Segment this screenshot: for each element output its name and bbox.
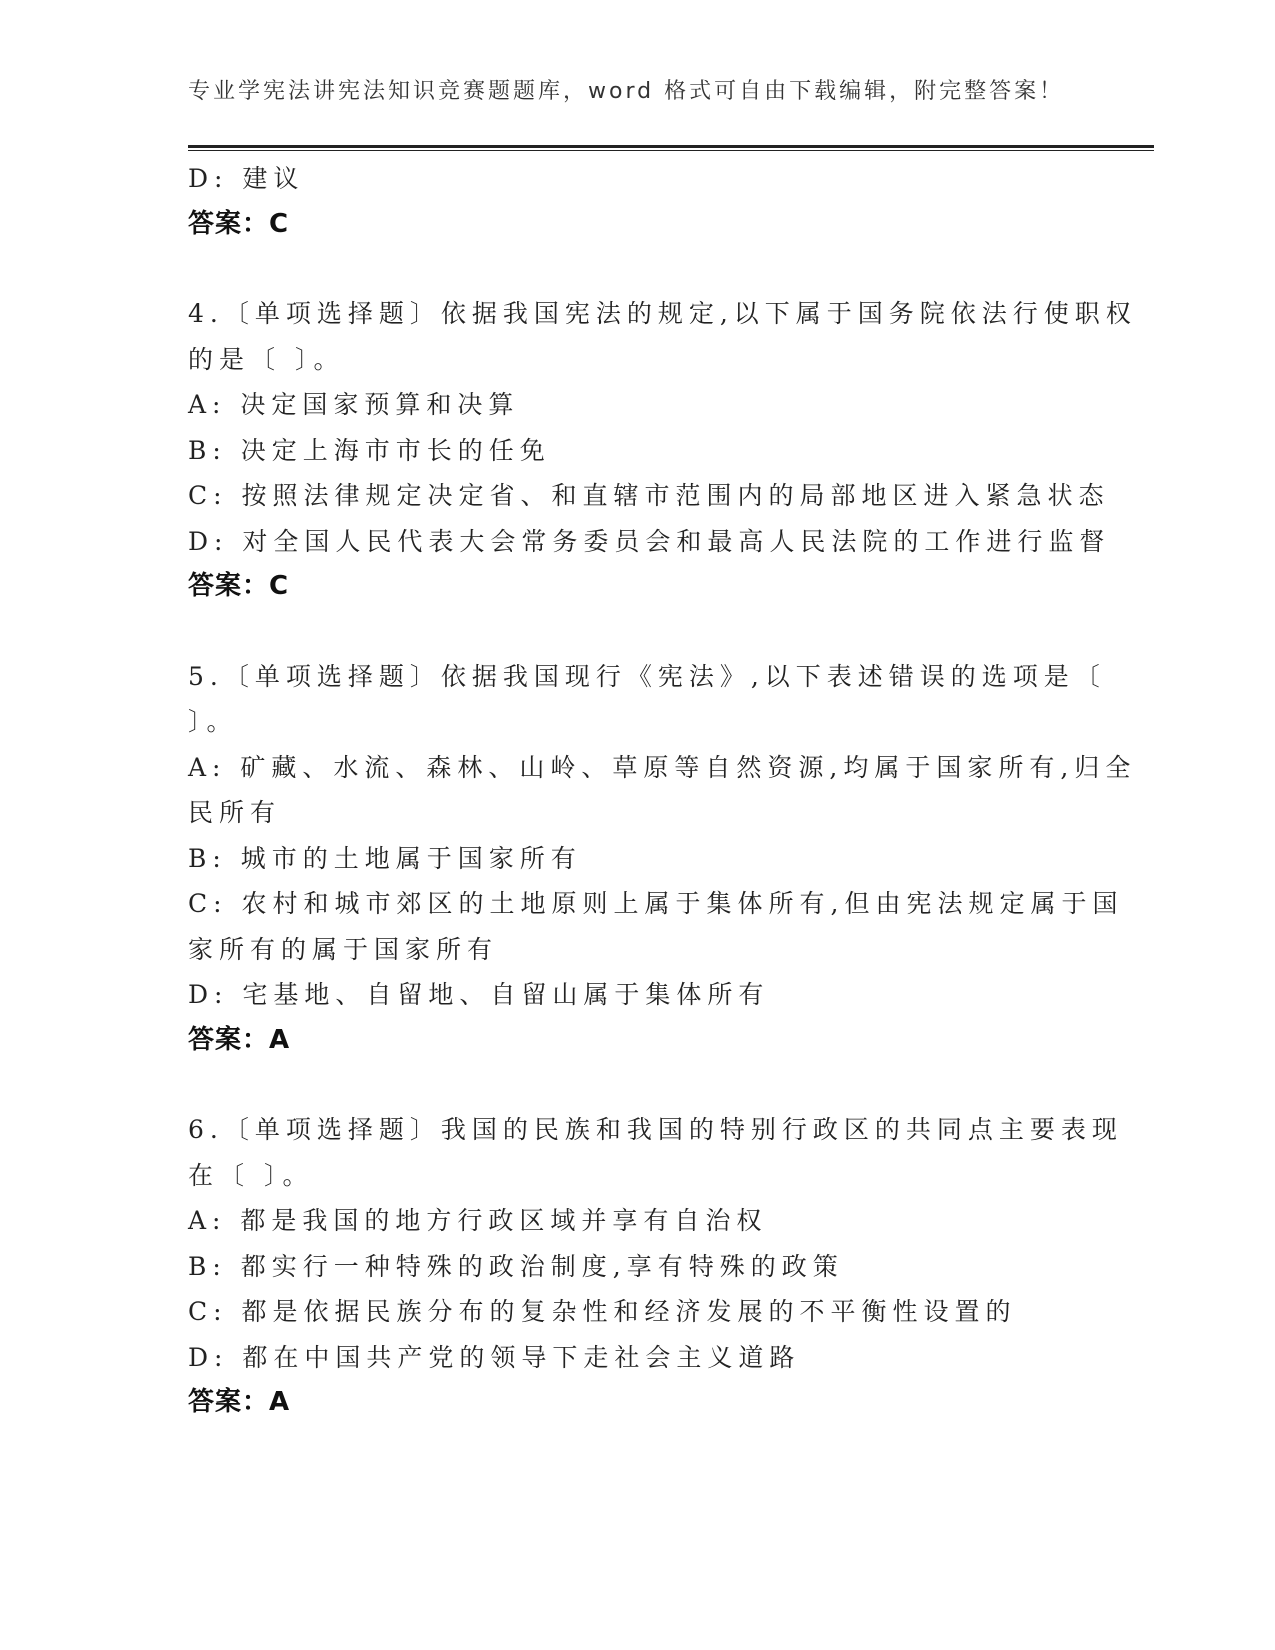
- page-header: 专业学宪法讲宪法知识竞赛题题库，word 格式可自由下载编辑，附完整答案！: [188, 79, 1065, 104]
- question-stem: 〕。: [188, 707, 238, 736]
- question-stem: 6.〔单项选择题〕我国的民族和我国的特别行政区的共同点主要表现: [188, 1115, 1123, 1144]
- question-stem: 在〔 〕。: [188, 1160, 314, 1190]
- spacer: [188, 610, 1088, 654]
- option-a-continued: 民所有: [188, 798, 282, 827]
- header-rule-thick: [188, 145, 1154, 148]
- spacer: [188, 1063, 1088, 1107]
- option-d: D: 宅基地、自留地、自留山属于集体所有: [188, 980, 770, 1009]
- option-d: D: 对全国人民代表大会常务委员会和最高人民法院的工作进行监督: [188, 526, 1111, 556]
- answer: 答案：A: [188, 1024, 291, 1055]
- spacer: [188, 247, 1088, 291]
- header-rule-thin: [188, 150, 1154, 151]
- option-a: A: 都是我国的地方行政区域并享有自治权: [188, 1206, 768, 1235]
- option-b: B: 城市的土地属于国家所有: [188, 843, 582, 873]
- option-c: C: 按照法律规定决定省、和直辖市范围内的局部地区进入紧急状态: [188, 481, 1110, 510]
- option-c: C: 都是依据民族分布的复杂性和经济发展的不平衡性设置的: [188, 1297, 1017, 1326]
- option-d: D: 建议: [188, 164, 305, 193]
- option-b: B: 都实行一种特殊的政治制度,享有特殊的政策: [188, 1251, 844, 1281]
- option-c: C: 农村和城市郊区的土地原则上属于集体所有,但由宪法规定属于国: [188, 889, 1124, 918]
- option-b: B: 决定上海市市长的任免: [188, 435, 551, 465]
- option-d: D: 都在中国共产党的领导下走社会主义道路: [188, 1342, 801, 1372]
- option-a: A: 矿藏、水流、森林、山岭、草原等自然资源,均属于国家所有,归全: [188, 752, 1137, 782]
- option-a: A: 决定国家预算和决算: [188, 390, 520, 419]
- question-stem: 4.〔单项选择题〕依据我国宪法的规定,以下属于国务院依法行使职权: [188, 299, 1137, 328]
- answer: 答案：C: [188, 571, 290, 601]
- question-stem: 的是〔 〕。: [188, 344, 345, 374]
- answer: 答案：A: [188, 1387, 291, 1417]
- question-4: [188, 291, 1137, 610]
- answer: 答案：C: [188, 208, 290, 239]
- question-5: [188, 654, 1137, 1064]
- document-body: [188, 156, 1137, 1426]
- option-c-continued: 家所有的属于国家所有: [188, 934, 499, 964]
- question-6: [188, 1107, 1123, 1426]
- question-stem: 5.〔单项选择题〕依据我国现行《宪法》,以下表述错误的选项是〔: [188, 661, 1106, 691]
